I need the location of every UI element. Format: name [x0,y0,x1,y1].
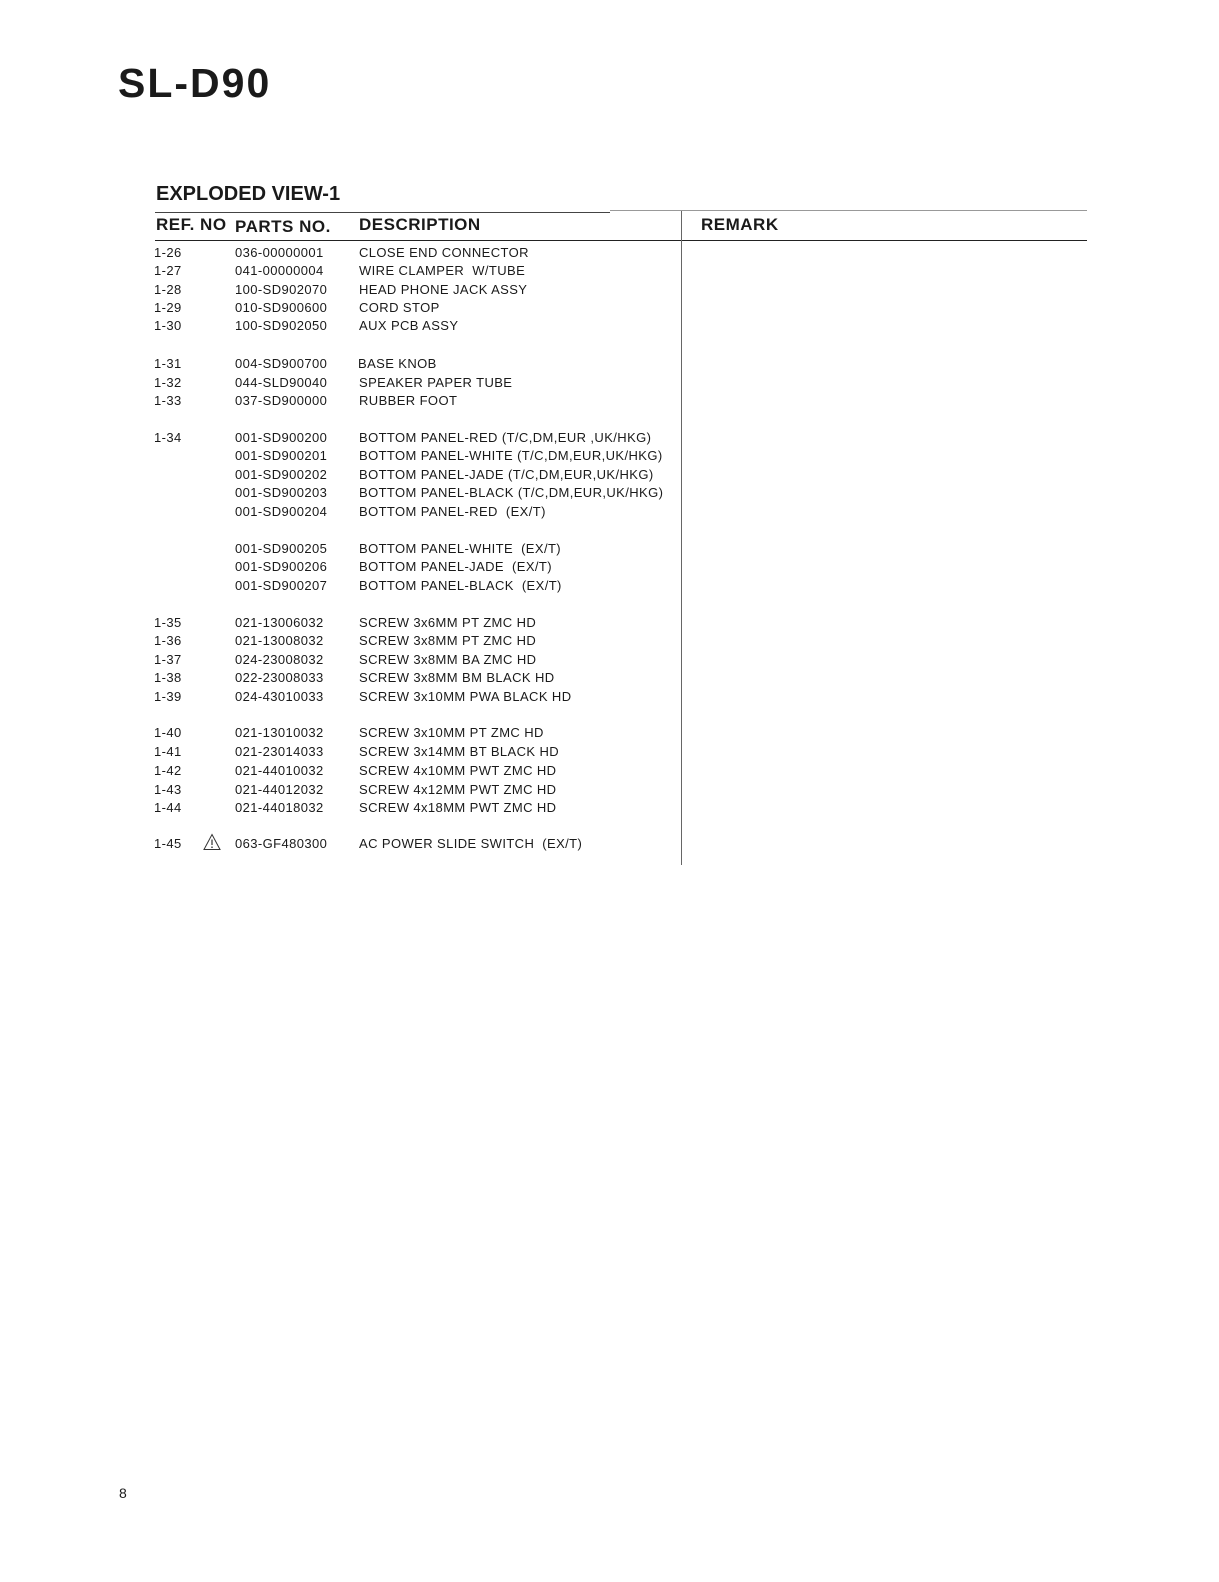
description: BOTTOM PANEL-JADE (T/C,DM,EUR,UK/HKG) [359,467,654,482]
description: SCREW 3x8MM BM BLACK HD [359,670,555,685]
section-title: EXPLODED VIEW-1 [156,183,341,205]
warning-triangle-icon [203,833,221,851]
table-row [0,632,1219,650]
table-row [0,781,1219,799]
part-no: 021-13006032 [235,615,324,630]
table-row [0,835,1219,853]
part-no: 044-SLD90040 [235,375,328,390]
part-no: 001-SD900207 [235,578,328,593]
ref-no: 1-34 [154,430,182,445]
ref-no: 1-37 [154,652,182,667]
part-no: 010-SD900600 [235,300,328,315]
ref-no: 1-33 [154,393,182,408]
description: SCREW 3x10MM PWA BLACK HD [359,689,572,704]
ref-no: 1-27 [154,263,182,278]
part-no: 021-23014033 [235,744,324,759]
part-no: 021-13010032 [235,725,324,740]
description: BOTTOM PANEL-WHITE (EX/T) [359,541,562,556]
description: RUBBER FOOT [359,393,458,408]
ref-no: 1-38 [154,670,182,685]
model-title: SL-D90 [118,60,272,106]
table-row [0,299,1219,317]
part-no: 001-SD900202 [235,467,328,482]
part-no: 001-SD900203 [235,485,328,500]
part-no: 021-44012032 [235,782,324,797]
description: BOTTOM PANEL-BLACK (T/C,DM,EUR,UK/HKG) [359,485,664,500]
part-no: 100-SD902050 [235,318,328,333]
part-no: 001-SD900206 [235,559,328,574]
description: AC POWER SLIDE SWITCH (EX/T) [359,836,583,851]
page-number: 8 [119,1485,127,1501]
table-row [0,799,1219,817]
table-row [0,447,1219,465]
table-row [0,244,1219,262]
ref-no: 1-36 [154,633,182,648]
part-no: 021-44010032 [235,763,324,778]
ref-no: 1-42 [154,763,182,778]
description: HEAD PHONE JACK ASSY [359,282,528,297]
description: CLOSE END CONNECTOR [359,245,529,260]
part-no: 022-23008033 [235,670,324,685]
ref-no: 1-35 [154,615,182,630]
table-row [0,503,1219,521]
description: SCREW 4x18MM PWT ZMC HD [359,800,557,815]
description: SCREW 3x8MM BA ZMC HD [359,652,537,667]
description: SCREW 3x14MM BT BLACK HD [359,744,560,759]
part-no: 037-SD900000 [235,393,328,408]
part-no: 001-SD900201 [235,448,328,463]
description: SCREW 4x12MM PWT ZMC HD [359,782,557,797]
table-row [0,688,1219,706]
table-row [0,262,1219,280]
ref-no: 1-40 [154,725,182,740]
ref-no: 1-43 [154,782,182,797]
table-row [0,317,1219,335]
description: BOTTOM PANEL-RED (T/C,DM,EUR ,UK/HKG) [359,430,652,445]
part-no: 001-SD900200 [235,430,328,445]
ref-no: 1-28 [154,282,182,297]
part-no: 001-SD900205 [235,541,328,556]
description: SCREW 3x6MM PT ZMC HD [359,615,537,630]
table-row [0,743,1219,761]
ref-no: 1-39 [154,689,182,704]
table-row [0,762,1219,780]
description: CORD STOP [359,300,440,315]
header-ref-no: REF. NO [156,215,227,234]
table-row [0,355,1219,373]
part-no: 041-00000004 [235,263,324,278]
description: WIRE CLAMPER W/TUBE [359,263,526,278]
description: SPEAKER PAPER TUBE [359,375,513,390]
table-row [0,484,1219,502]
ref-no: 1-31 [154,356,182,371]
description: BOTTOM PANEL-JADE (EX/T) [359,559,552,574]
description: SCREW 3x10MM PT ZMC HD [359,725,544,740]
header-remark: REMARK [701,215,779,234]
part-no: 024-43010033 [235,689,324,704]
table-row [0,429,1219,447]
table-row [0,577,1219,595]
table-row [0,540,1219,558]
table-row [0,392,1219,410]
table-row [0,466,1219,484]
description: SCREW 3x8MM PT ZMC HD [359,633,537,648]
table-row [0,724,1219,742]
description: BOTTOM PANEL-BLACK (EX/T) [359,578,562,593]
table-row [0,651,1219,669]
description: BOTTOM PANEL-WHITE (T/C,DM,EUR,UK/HKG) [359,448,663,463]
table-row [0,558,1219,576]
description: BASE KNOB [358,356,437,371]
description: AUX PCB ASSY [359,318,459,333]
header-description: DESCRIPTION [359,215,481,234]
ref-no: 1-26 [154,245,182,260]
table-row [0,669,1219,687]
table-row [0,614,1219,632]
description: BOTTOM PANEL-RED (EX/T) [359,504,546,519]
ref-no: 1-32 [154,375,182,390]
part-no: 001-SD900204 [235,504,328,519]
ref-no: 1-44 [154,800,182,815]
table-row [0,374,1219,392]
part-no: 063-GF480300 [235,836,328,851]
ref-no: 1-41 [154,744,182,759]
part-no: 024-23008032 [235,652,324,667]
ref-no: 1-30 [154,318,182,333]
part-no: 036-00000001 [235,245,324,260]
ref-no: 1-29 [154,300,182,315]
ref-no: 1-45 [154,836,182,851]
description: SCREW 4x10MM PWT ZMC HD [359,763,557,778]
part-no: 100-SD902070 [235,282,328,297]
part-no: 004-SD900700 [235,356,328,371]
header-parts-no: PARTS NO. [235,217,331,236]
part-no: 021-13008032 [235,633,324,648]
table-row [0,281,1219,299]
part-no: 021-44018032 [235,800,324,815]
